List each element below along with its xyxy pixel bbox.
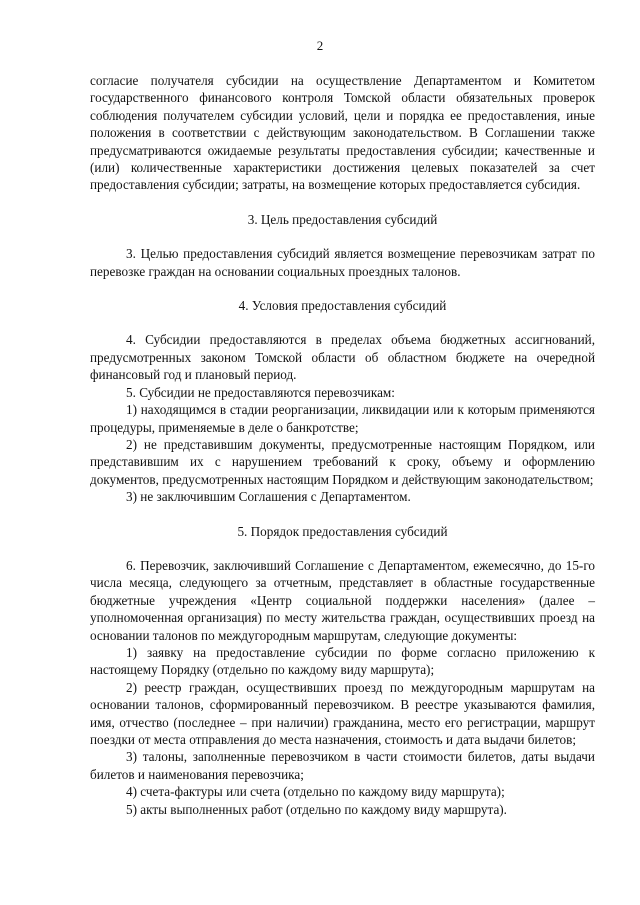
- paragraph-5-item-1: 1) находящимся в стадии реорганизации, ликвидации или к которым применяются процедуры, применяемые в деле о банкротстве;: [90, 402, 595, 435]
- paragraph-6-item-4: 4) счета-фактуры или счета (отдельно по каждому виду маршрута);: [126, 784, 505, 800]
- intro-paragraph: согласие получателя субсидии на осуществление Департаментом и Комитетом государственного финансового контроля Томской области обязательных проверок соблюдения получателем субсидии условий, цели и порядка ее предоставления, иные положения в соответствии с действующим законодательством. В Соглашении также предусматриваются ожидаемые результаты предоставления субсидии; качественные и (или) количественные характеристики достижения целевых показателей за счет предоставления субсидии; затраты, на возмещение которых предоставляется субсидия.: [90, 73, 595, 193]
- paragraph-6-item-1: 1) заявку на предоставление субсидии по форме согласно приложению к настоящему Порядку (отдельно по каждому виду маршрута);: [90, 644, 595, 678]
- paragraph-6-item-3: 3) талоны, заполненные перевозчиком в части стоимости билетов, даты выдачи билетов и наименования перевозчика;: [90, 749, 595, 782]
- document-body: [90, 72, 595, 818]
- paragraph-3: 3. Целью предоставления субсидий является возмещение перевозчикам затрат по перевозке граждан на основании социальных проездных талонов.: [90, 246, 595, 279]
- section-4-heading: 4. Условия предоставления субсидий: [238, 298, 447, 314]
- section-5-heading: 5. Порядок предоставления субсидий: [237, 523, 448, 539]
- paragraph-5-item-2: 2) не представившим документы, предусмотренные настоящим Порядком, или представившим их с нарушением требований к сроку, объему и оформлению документов, предусмотренных настоящим Порядком и действующим законодательством;: [90, 436, 595, 487]
- paragraph-5: 5. Субсидии не предоставляются перевозчикам:: [126, 384, 395, 400]
- paragraph-6: 6. Перевозчик, заключивший Соглашение с Департаментом, ежемесячно, до 15-го числа месяца, следующего за отчетным, представляет в областные государственные бюджетные учреждения «Центр социальной поддержки населения» (далее – уполномоченная организация) по месту жительства граждан, осуществивших проезд на основании талонов по междугородным маршрутам, следующие документы:: [90, 557, 595, 643]
- paragraph-4: 4. Субсидии предоставляются в пределах объема бюджетных ассигнований, предусмотренных законом Томской области об областном бюджете на очередной финансовый год и плановый период.: [90, 332, 595, 383]
- page-number: 2: [316, 38, 324, 53]
- paragraph-6-item-2: 2) реестр граждан, осуществивших проезд по междугородным маршрутам на основании талонов, сформированный перевозчиком. В реестре указываются фамилия, имя, отчество (последнее – при наличии) гражданина, место его регистрации, маршрут поездки от места отправления до места назначения, стоимость и дата выдачи билетов;: [90, 679, 595, 747]
- paragraph-5-item-3: 3) не заключившим Соглашения с Департаментом.: [126, 489, 411, 505]
- paragraph-6-item-5: 5) акты выполненных работ (отдельно по каждому виду маршрута).: [126, 801, 507, 817]
- section-3-heading: 3. Цель предоставления субсидий: [247, 211, 438, 227]
